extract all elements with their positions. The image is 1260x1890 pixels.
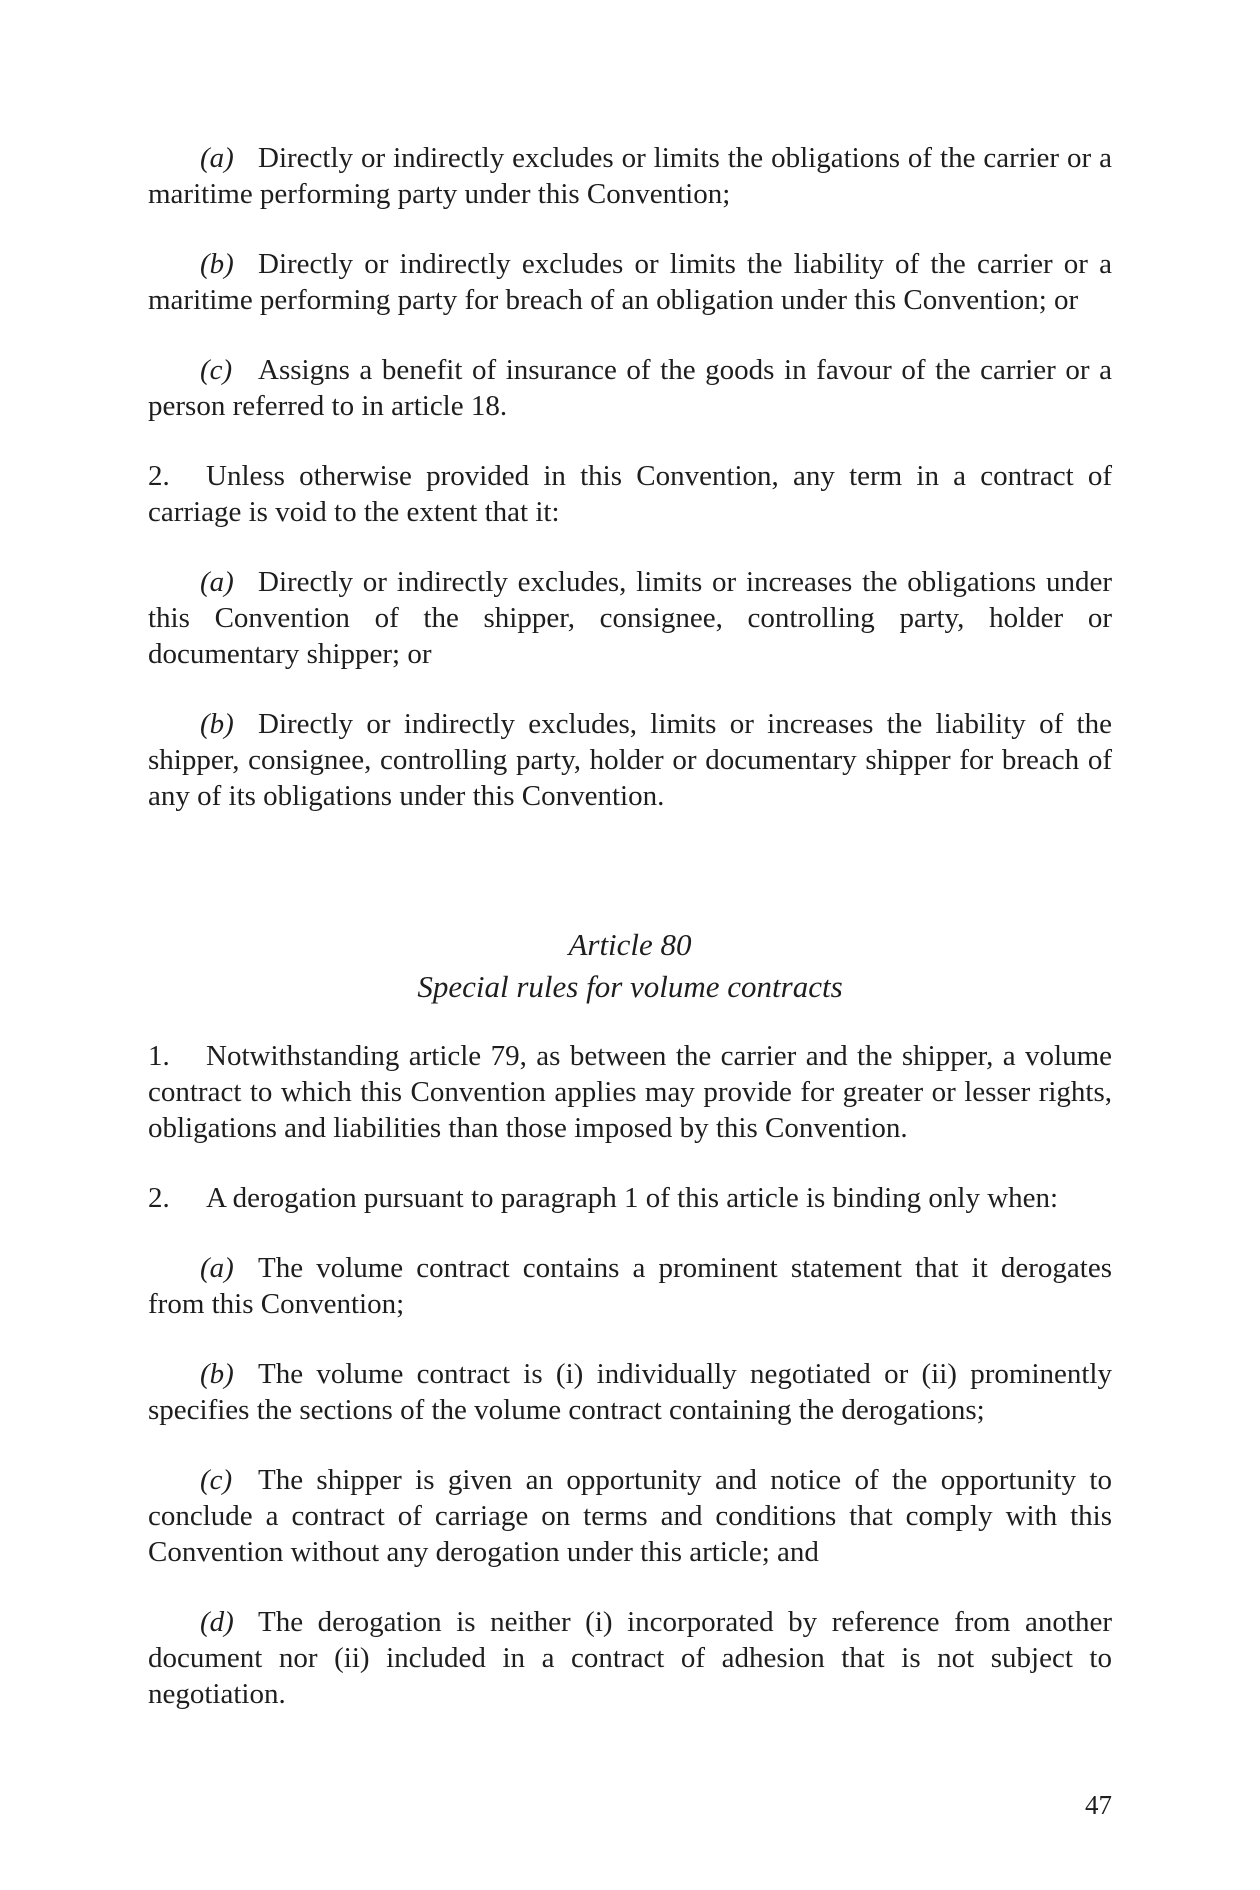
paragraph-text: Unless otherwise provided in this Convention, any term in a contract of carriage is void to the extent that it: [148, 460, 1112, 528]
page-number: 47 [1085, 1790, 1112, 1820]
subparagraph-text: The volume contract contains a prominent statement that it derogates from this Convention; [148, 1252, 1112, 1320]
subparagraph-3d [148, 1604, 1112, 1712]
subparagraph-text: The derogation is neither (i) incorporated by reference from another document nor (ii) included in a contract of adhesion that is not subject to negotiation. [148, 1606, 1112, 1710]
subparagraph-1b [148, 246, 1112, 318]
subparagraph-2b [148, 706, 1112, 814]
subparagraph-text: The volume contract is (i) individually negotiated or (ii) prominently specifies the sections of the volume contract containing the derogations; [148, 1358, 1112, 1426]
subparagraph-text: Directly or indirectly excludes or limits the obligations of the carrier or a maritime performing party under this Convention; [148, 142, 1112, 210]
subparagraph-text: Directly or indirectly excludes or limits the liability of the carrier or a maritime performing party for breach of an obligation under this Convention; or [148, 248, 1112, 316]
paragraph-2 [148, 458, 1112, 530]
subparagraph-3a [148, 1250, 1112, 1322]
article-title: Special rules for volume contracts [417, 969, 843, 1004]
paragraph-number: 2. [148, 1182, 170, 1214]
subparagraph-1c [148, 352, 1112, 424]
article-80-paragraph-1 [148, 1038, 1112, 1146]
subparagraph-3b [148, 1356, 1112, 1428]
subparagraph-label: (a) [200, 566, 234, 598]
paragraph-number: 1. [148, 1040, 170, 1072]
subparagraph-text: Assigns a benefit of insurance of the goods in favour of the carrier or a person referred to in article 18. [148, 354, 1112, 422]
paragraph-text: A derogation pursuant to paragraph 1 of this article is binding only when: [206, 1182, 1059, 1214]
subparagraph-text: The shipper is given an opportunity and notice of the opportunity to conclude a contract of carriage on terms and conditions that comply with this Convention without any derogation under this article; and [148, 1464, 1112, 1568]
paragraph-number: 2. [148, 460, 170, 492]
article-80-paragraph-2 [148, 1180, 1112, 1216]
subparagraph-label: (a) [200, 142, 234, 174]
subparagraph-label: (c) [200, 354, 233, 386]
subparagraph-text: Directly or indirectly excludes, limits or increases the obligations under this Convention of the shipper, consignee, controlling party, holder or documentary shipper; or [148, 566, 1112, 670]
paragraph-text: Notwithstanding article 79, as between the carrier and the shipper, a volume contract to which this Convention applies may provide for greater or lesser rights, obligations and liabilities than those imposed by this Convention. [148, 1040, 1112, 1144]
subparagraph-label: (b) [200, 1358, 234, 1390]
subparagraph-1a [148, 140, 1112, 212]
subparagraph-label: (d) [200, 1606, 234, 1638]
subparagraph-label: (b) [200, 248, 234, 280]
article-heading [148, 924, 1112, 1008]
subparagraph-2a [148, 564, 1112, 672]
subparagraph-label: (b) [200, 708, 234, 740]
document-page [148, 140, 1112, 1746]
subparagraph-3c [148, 1462, 1112, 1570]
subparagraph-label: (a) [200, 1252, 234, 1284]
article-number: Article 80 [568, 927, 692, 962]
subparagraph-label: (c) [200, 1464, 233, 1496]
subparagraph-text: Directly or indirectly excludes, limits or increases the liability of the shipper, consignee, controlling party, holder or documentary shipper for breach of any of its obligations under this Convention. [148, 708, 1112, 812]
